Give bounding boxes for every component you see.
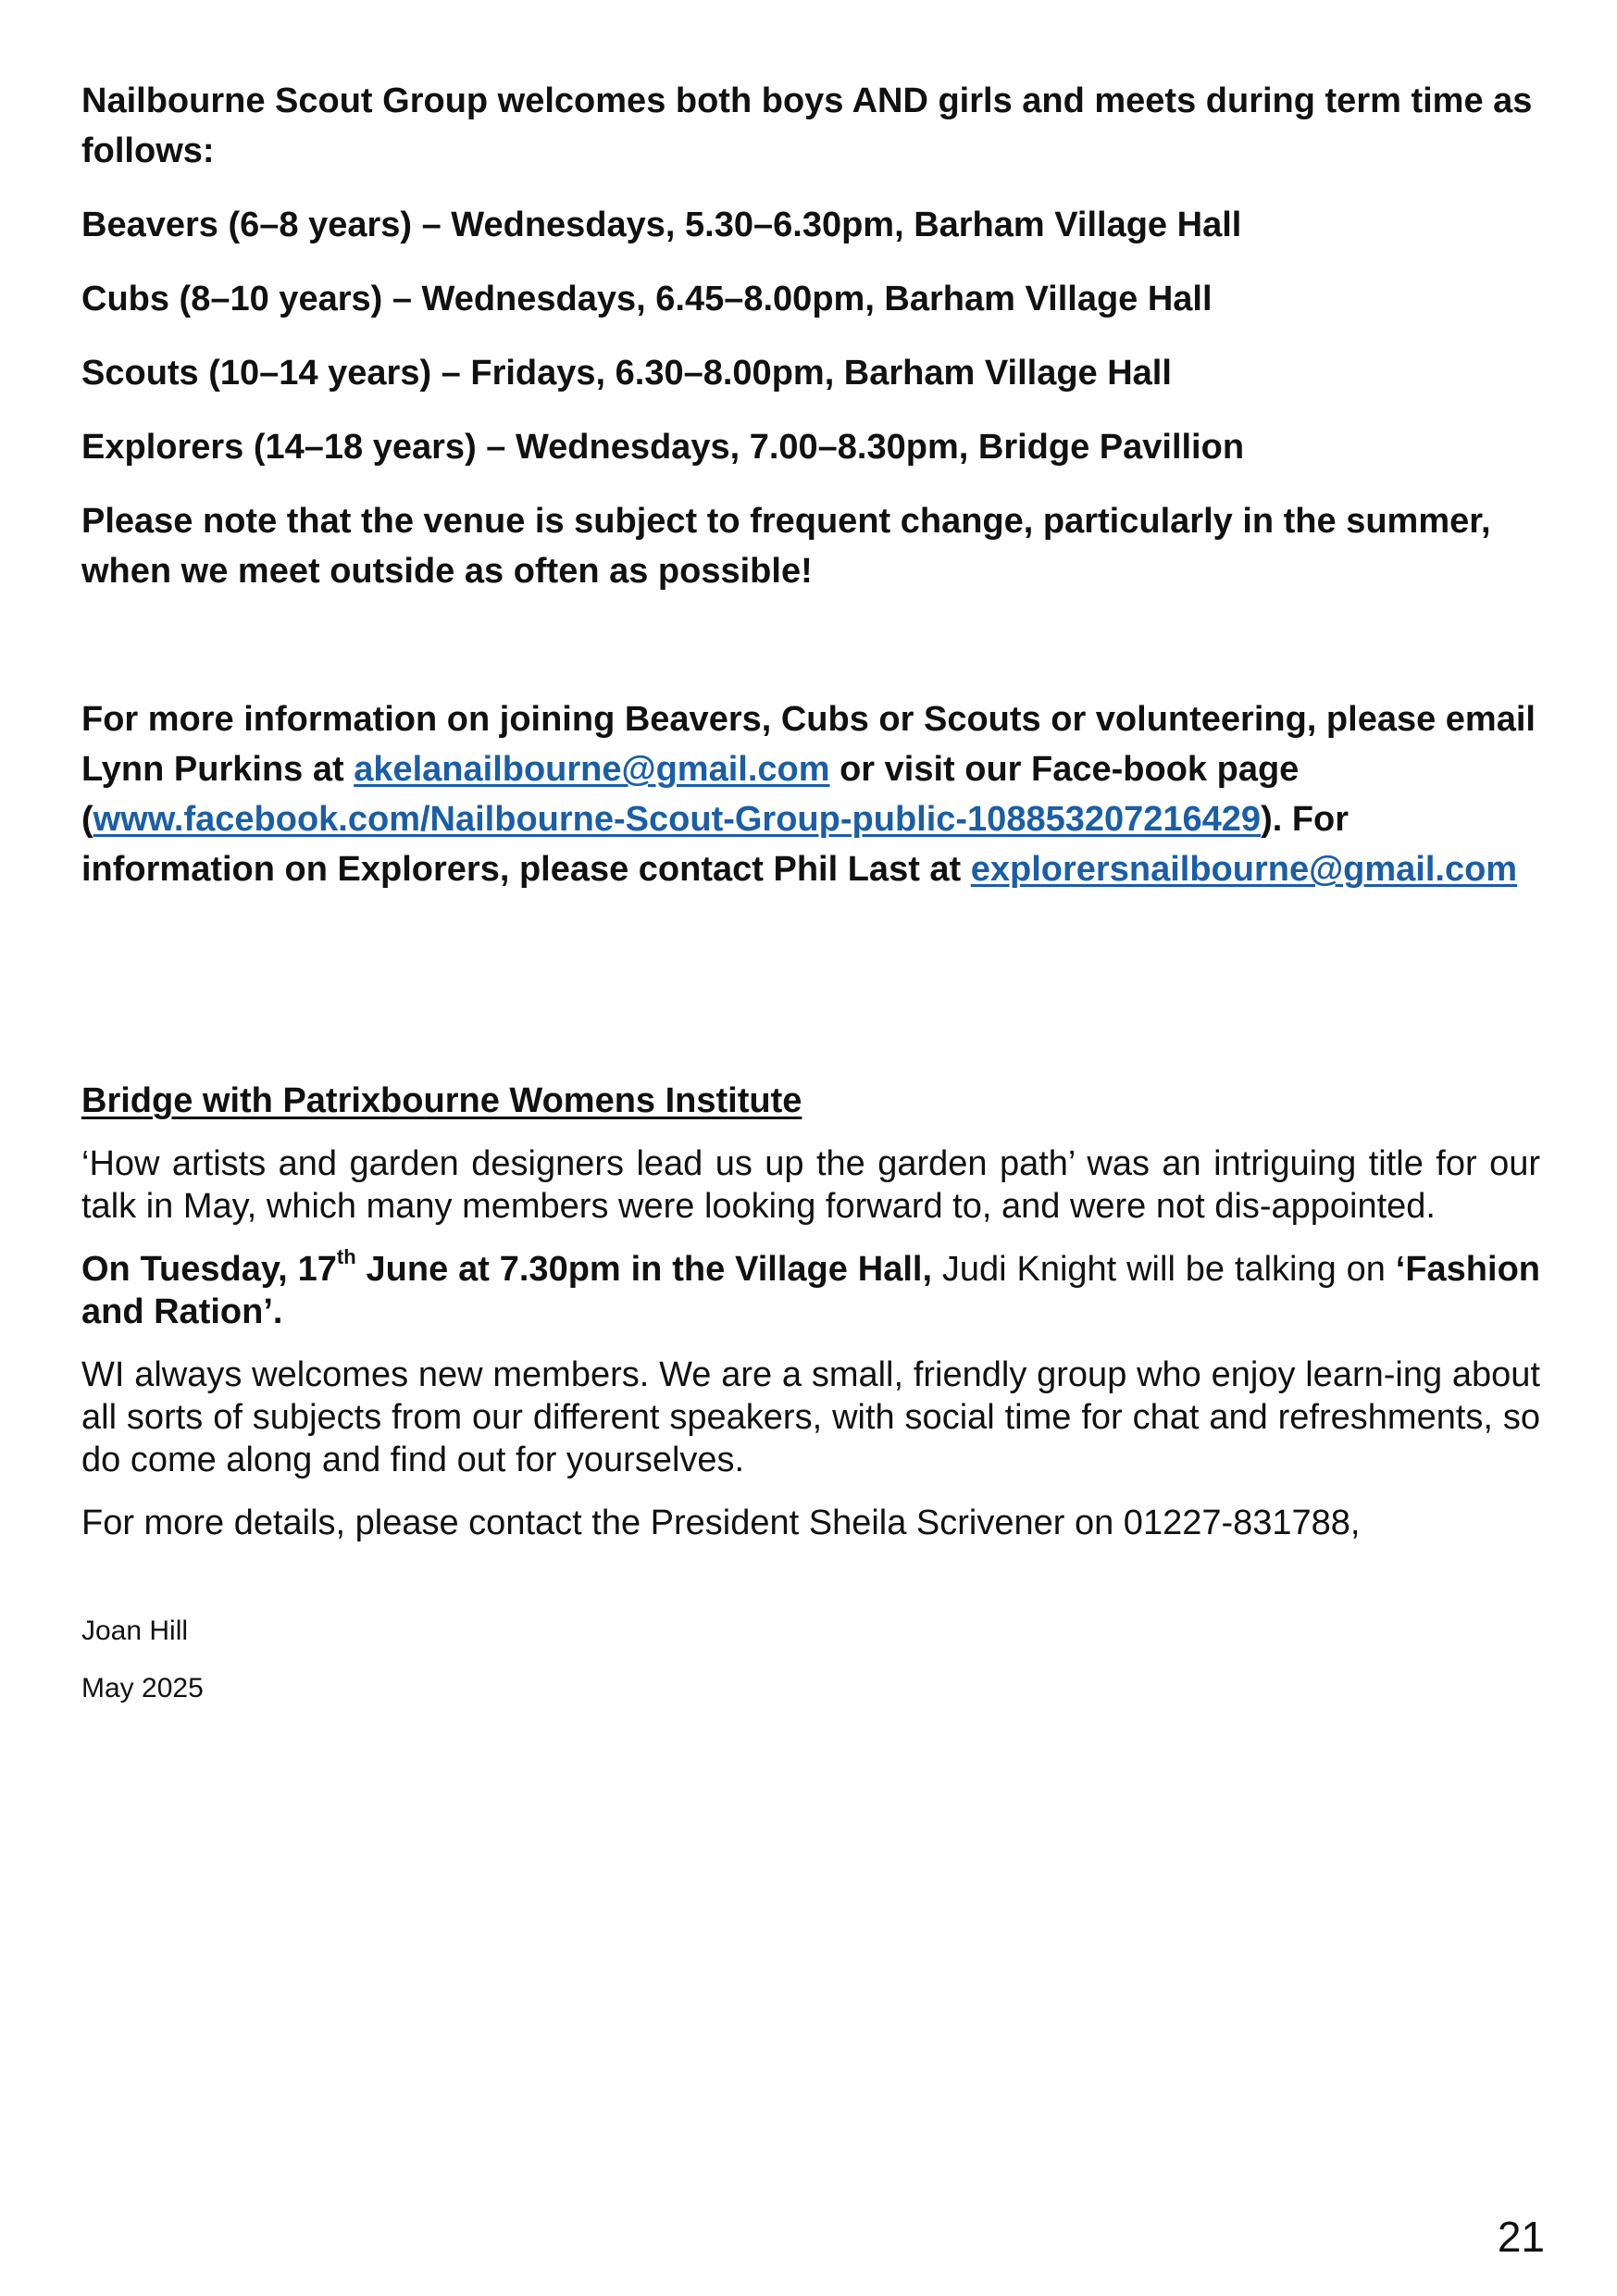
event-time-venue: June at 7.30pm in the Village Hall,	[355, 1250, 933, 1289]
scout-group-section	[81, 76, 1540, 894]
scouts-schedule: Scouts (10–14 years) – Fridays, 6.30–8.00pm, Barham Village Hall	[81, 354, 1172, 393]
event-speaker: Judi Knight will be talking on	[932, 1250, 1396, 1289]
wi-heading: Bridge with Patrixbourne Womens Institute	[81, 1081, 802, 1120]
signature-block	[81, 1615, 1540, 1705]
wi-paragraph-welcome: WI always welcomes new members. We are a small, friendly group who enjoy learn-ing about all sorts of subjects from our different speakers, with social time for chat and refreshments, so do come along and find out for yourselves.	[81, 1355, 1540, 1479]
info-text-1: For more information on joining Beavers, Cubs or Scouts or volunteering, please email Lynn Purkins at	[81, 700, 1536, 789]
wi-paragraph-contact: For more details, please contact the President Sheila Scrivener on 01227-831788,	[81, 1504, 1361, 1542]
wi-section	[81, 1079, 1540, 1544]
event-title: ‘Fashion and Ration’.	[81, 1250, 1540, 1331]
email-link-akela[interactable]: akelanailbourne@gmail.com	[354, 750, 830, 789]
info-text-3: ). For information on Explorers, please contact Phil Last at	[81, 800, 1350, 889]
email-link-explorers[interactable]: explorersnailbourne@gmail.com	[970, 850, 1518, 889]
event-date: On Tuesday, 17	[81, 1250, 337, 1289]
facebook-link[interactable]: www.facebook.com/Nailbourne-Scout-Group-public-108853207216429	[93, 800, 1262, 839]
venue-note: Please note that the venue is subject to frequent change, particularly in the summer, when we meet outside as often as possible!	[81, 502, 1491, 591]
scout-intro: Nailbourne Scout Group welcomes both boys AND girls and meets during term time as follows:	[81, 81, 1533, 170]
signature-name: Joan Hill	[81, 1616, 189, 1646]
cubs-schedule: Cubs (8–10 years) – Wednesdays, 6.45–8.00pm, Barham Village Hall	[81, 280, 1213, 318]
event-date-suffix: th	[336, 1245, 356, 1268]
beavers-schedule: Beavers (6–8 years) – Wednesdays, 5.30–6.30pm, Barham Village Hall	[81, 206, 1242, 244]
signature-date: May 2025	[81, 1673, 204, 1703]
wi-event-paragraph	[81, 1245, 1540, 1333]
info-text-2: or visit our Face-book page (	[81, 750, 1300, 839]
page-content	[81, 76, 1540, 1705]
page-number: 21	[1497, 2213, 1545, 2261]
wi-paragraph-talk: ‘How artists and garden designers lead us up the garden path’ was an intriguing title for our talk in May, which many members were looking forward to, and were not dis-appointed.	[81, 1144, 1540, 1226]
scout-contact-info	[81, 694, 1540, 894]
explorers-schedule: Explorers (14–18 years) – Wednesdays, 7.00–8.30pm, Bridge Pavillion	[81, 428, 1245, 467]
